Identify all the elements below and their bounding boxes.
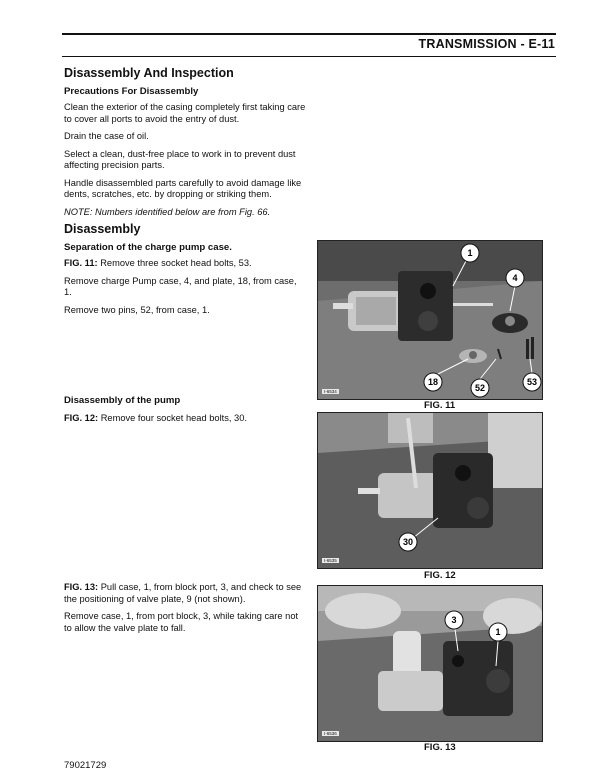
disassembly-title: Disassembly: [64, 222, 141, 236]
page-header-title: TRANSMISSION - E-11: [418, 37, 555, 51]
subheading-pump: Disassembly of the pump: [64, 395, 181, 406]
step-text: Remove three socket head bolts, 53.: [100, 258, 252, 268]
text-column-pump: [64, 395, 306, 424]
paragraph: Handle disassembled parts carefully to avoid damage like dents, scratches, etc. by dropping or striking them.: [64, 177, 302, 199]
callout: 52: [474, 383, 486, 393]
section-title: Disassembly And Inspection: [64, 66, 234, 80]
paragraph: Drain the case of oil.: [64, 131, 149, 141]
header-rule: [62, 33, 556, 35]
text-column-fig13: [64, 582, 306, 634]
paragraph: Clean the exterior of the casing completely first taking care to cover all ports to avoid the entry of dust.: [64, 102, 306, 124]
callout: 53: [526, 377, 538, 387]
photo-id-tag: I-6535: [324, 558, 337, 563]
paragraph: Select a clean, dust-free place to work in to prevent dust affecting precision parts.: [64, 148, 296, 170]
document-number: 79021729: [64, 760, 107, 771]
paragraph: Remove case, 1, from port block, 3, while taking care not to allow the valve plate to fall.: [64, 611, 299, 633]
fig13-photo: [317, 585, 543, 742]
text-column: [64, 68, 306, 316]
fig12-photo: [317, 412, 543, 569]
step-text: Remove four socket head bolts, 30.: [100, 412, 247, 423]
paragraph: Remove charge Pump case, 4, and plate, 18, from case, 1.: [64, 275, 297, 297]
photo-id-tag: I-6536: [324, 731, 337, 736]
photo-id-tag: I-6534: [324, 389, 337, 394]
precautions-title: Precautions For Disassembly: [64, 85, 199, 97]
header-underline: [62, 56, 556, 57]
callout: 1: [495, 627, 501, 637]
fig-label: FIG. 13:: [64, 582, 99, 592]
subheading-charge-pump: Separation of the charge pump case.: [64, 241, 232, 253]
paragraph: Remove two pins, 52, from case, 1.: [64, 304, 210, 315]
fig-label: FIG. 11:: [64, 258, 98, 268]
step-text: Pull case, 1, from block port, 3, and check to see the positioning of valve plate, 9 (not shown).: [64, 582, 302, 604]
fig11-step: [64, 258, 306, 270]
fig-label: FIG. 12:: [64, 412, 99, 423]
fig13-caption: FIG. 13: [424, 742, 456, 753]
callout: 18: [427, 377, 439, 387]
callout: 30: [402, 537, 414, 547]
callout: 1: [467, 248, 473, 258]
callout: 4: [512, 273, 518, 283]
fig12-step: [64, 413, 306, 425]
note: NOTE: Numbers identified below are from Fig. 66.: [64, 206, 271, 217]
fig11-caption: FIG. 11: [424, 400, 456, 411]
callout: 3: [451, 615, 457, 625]
fig13-step: [64, 582, 306, 605]
fig12-caption: FIG. 12: [424, 570, 456, 581]
fig11-photo: [317, 240, 543, 400]
